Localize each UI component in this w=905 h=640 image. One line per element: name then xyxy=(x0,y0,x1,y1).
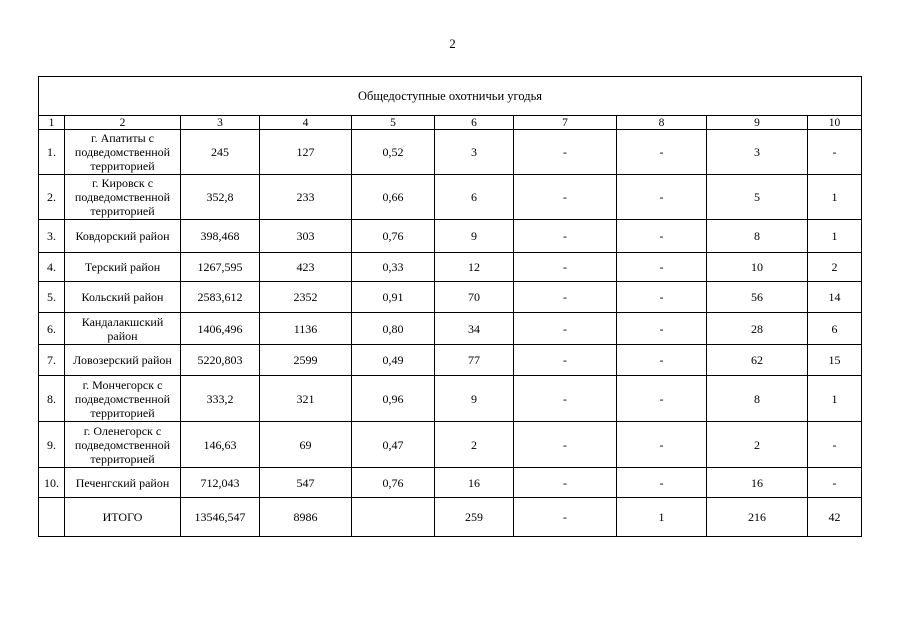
district-name: Кандалакшский район xyxy=(65,313,181,345)
cell-col-8: - xyxy=(617,376,707,422)
row-number: 10. xyxy=(39,468,65,498)
column-number: 1 xyxy=(39,116,65,130)
cell-col-3: 146,63 xyxy=(181,422,260,468)
cell-col-7: - xyxy=(514,282,617,313)
cell-col-4: 2599 xyxy=(260,345,352,376)
total-label: ИТОГО xyxy=(65,498,181,537)
cell-col-6: 9 xyxy=(435,376,514,422)
cell-col-5: 0,52 xyxy=(352,130,435,175)
cell-col-6: 6 xyxy=(435,175,514,220)
district-name: Ловозерский район xyxy=(65,345,181,376)
column-number: 9 xyxy=(707,116,808,130)
cell-col-10: 2 xyxy=(808,253,862,282)
cell-col-9: 28 xyxy=(707,313,808,345)
cell-col-7: - xyxy=(514,345,617,376)
total-col-4: 8986 xyxy=(260,498,352,537)
district-name: Печенгский район xyxy=(65,468,181,498)
page-number: 2 xyxy=(449,36,456,51)
table-row xyxy=(39,345,862,376)
cell-col-3: 712,043 xyxy=(181,468,260,498)
cell-col-3: 5220,803 xyxy=(181,345,260,376)
table-row xyxy=(39,175,862,220)
total-col-6: 259 xyxy=(435,498,514,537)
total-col-10: 42 xyxy=(808,498,862,537)
cell-col-9: 8 xyxy=(707,220,808,253)
row-number: 2. xyxy=(39,175,65,220)
cell-col-10: 1 xyxy=(808,220,862,253)
cell-col-4: 69 xyxy=(260,422,352,468)
cell-col-7: - xyxy=(514,376,617,422)
cell-col-5: 0,66 xyxy=(352,175,435,220)
cell-col-8: - xyxy=(617,175,707,220)
cell-col-4: 1136 xyxy=(260,313,352,345)
cell-col-9: 16 xyxy=(707,468,808,498)
total-col-9: 216 xyxy=(707,498,808,537)
cell-col-9: 10 xyxy=(707,253,808,282)
cell-col-10: 6 xyxy=(808,313,862,345)
cell-col-9: 3 xyxy=(707,130,808,175)
cell-col-6: 12 xyxy=(435,253,514,282)
cell-col-4: 303 xyxy=(260,220,352,253)
cell-col-5: 0,47 xyxy=(352,422,435,468)
row-number: 3. xyxy=(39,220,65,253)
cell-col-7: - xyxy=(514,422,617,468)
column-number: 7 xyxy=(514,116,617,130)
cell-col-5: 0,91 xyxy=(352,282,435,313)
cell-col-5: 0,96 xyxy=(352,376,435,422)
cell-col-7: - xyxy=(514,468,617,498)
cell-col-7: - xyxy=(514,313,617,345)
table-row xyxy=(39,468,862,498)
section-title: Общедоступные охотничьи угодья xyxy=(39,77,862,116)
section-title-row xyxy=(39,77,862,116)
column-number: 8 xyxy=(617,116,707,130)
cell-col-10: - xyxy=(808,422,862,468)
row-number: 4. xyxy=(39,253,65,282)
district-name: г. Кировск с подведомственной территорией xyxy=(65,175,181,220)
cell-col-4: 547 xyxy=(260,468,352,498)
total-col-5 xyxy=(352,498,435,537)
cell-col-3: 2583,612 xyxy=(181,282,260,313)
table-row xyxy=(39,422,862,468)
cell-col-6: 9 xyxy=(435,220,514,253)
table-row xyxy=(39,376,862,422)
column-number: 3 xyxy=(181,116,260,130)
cell-col-8: - xyxy=(617,422,707,468)
cell-col-3: 1406,496 xyxy=(181,313,260,345)
column-number: 4 xyxy=(260,116,352,130)
column-number: 5 xyxy=(352,116,435,130)
cell-col-5: 0,49 xyxy=(352,345,435,376)
table-row xyxy=(39,220,862,253)
cell-col-10: 15 xyxy=(808,345,862,376)
cell-col-3: 352,8 xyxy=(181,175,260,220)
table-row xyxy=(39,313,862,345)
cell-col-4: 2352 xyxy=(260,282,352,313)
cell-col-8: - xyxy=(617,220,707,253)
total-col-3: 13546,547 xyxy=(181,498,260,537)
column-number: 6 xyxy=(435,116,514,130)
district-name: г. Мончегорск с подведомственной территорией xyxy=(65,376,181,422)
cell-col-8: - xyxy=(617,468,707,498)
cell-col-3: 398,468 xyxy=(181,220,260,253)
cell-col-4: 321 xyxy=(260,376,352,422)
cell-col-7: - xyxy=(514,253,617,282)
district-name: г. Апатиты с подведомственной территорией xyxy=(65,130,181,175)
row-number xyxy=(39,498,65,537)
cell-col-5: 0,33 xyxy=(352,253,435,282)
cell-col-6: 77 xyxy=(435,345,514,376)
cell-col-9: 5 xyxy=(707,175,808,220)
cell-col-4: 233 xyxy=(260,175,352,220)
cell-col-9: 2 xyxy=(707,422,808,468)
cell-col-10: - xyxy=(808,468,862,498)
cell-col-5: 0,80 xyxy=(352,313,435,345)
cell-col-7: - xyxy=(514,175,617,220)
cell-col-10: 14 xyxy=(808,282,862,313)
cell-col-3: 1267,595 xyxy=(181,253,260,282)
cell-col-9: 62 xyxy=(707,345,808,376)
cell-col-8: - xyxy=(617,253,707,282)
cell-col-10: 1 xyxy=(808,175,862,220)
table-row xyxy=(39,130,862,175)
cell-col-6: 3 xyxy=(435,130,514,175)
cell-col-3: 245 xyxy=(181,130,260,175)
cell-col-7: - xyxy=(514,130,617,175)
cell-col-5: 0,76 xyxy=(352,468,435,498)
total-row xyxy=(39,498,862,537)
cell-col-9: 8 xyxy=(707,376,808,422)
cell-col-6: 34 xyxy=(435,313,514,345)
cell-col-7: - xyxy=(514,220,617,253)
cell-col-8: - xyxy=(617,345,707,376)
cell-col-9: 56 xyxy=(707,282,808,313)
cell-col-6: 2 xyxy=(435,422,514,468)
cell-col-5: 0,76 xyxy=(352,220,435,253)
table-row xyxy=(39,253,862,282)
column-number-row xyxy=(39,116,862,130)
hunting-grounds-table xyxy=(38,76,862,537)
row-number: 8. xyxy=(39,376,65,422)
row-number: 6. xyxy=(39,313,65,345)
cell-col-6: 70 xyxy=(435,282,514,313)
row-number: 7. xyxy=(39,345,65,376)
cell-col-10: 1 xyxy=(808,376,862,422)
cell-col-4: 423 xyxy=(260,253,352,282)
row-number: 1. xyxy=(39,130,65,175)
row-number: 5. xyxy=(39,282,65,313)
row-number: 9. xyxy=(39,422,65,468)
district-name: Терский район xyxy=(65,253,181,282)
column-number: 2 xyxy=(65,116,181,130)
cell-col-8: - xyxy=(617,282,707,313)
district-name: Кольский район xyxy=(65,282,181,313)
column-number: 10 xyxy=(808,116,862,130)
cell-col-8: - xyxy=(617,130,707,175)
cell-col-8: - xyxy=(617,313,707,345)
cell-col-6: 16 xyxy=(435,468,514,498)
district-name: г. Оленегорск с подведомственной территорией xyxy=(65,422,181,468)
total-col-8: 1 xyxy=(617,498,707,537)
cell-col-3: 333,2 xyxy=(181,376,260,422)
table-row xyxy=(39,282,862,313)
cell-col-4: 127 xyxy=(260,130,352,175)
district-name: Ковдорский район xyxy=(65,220,181,253)
total-col-7: - xyxy=(514,498,617,537)
cell-col-10: - xyxy=(808,130,862,175)
